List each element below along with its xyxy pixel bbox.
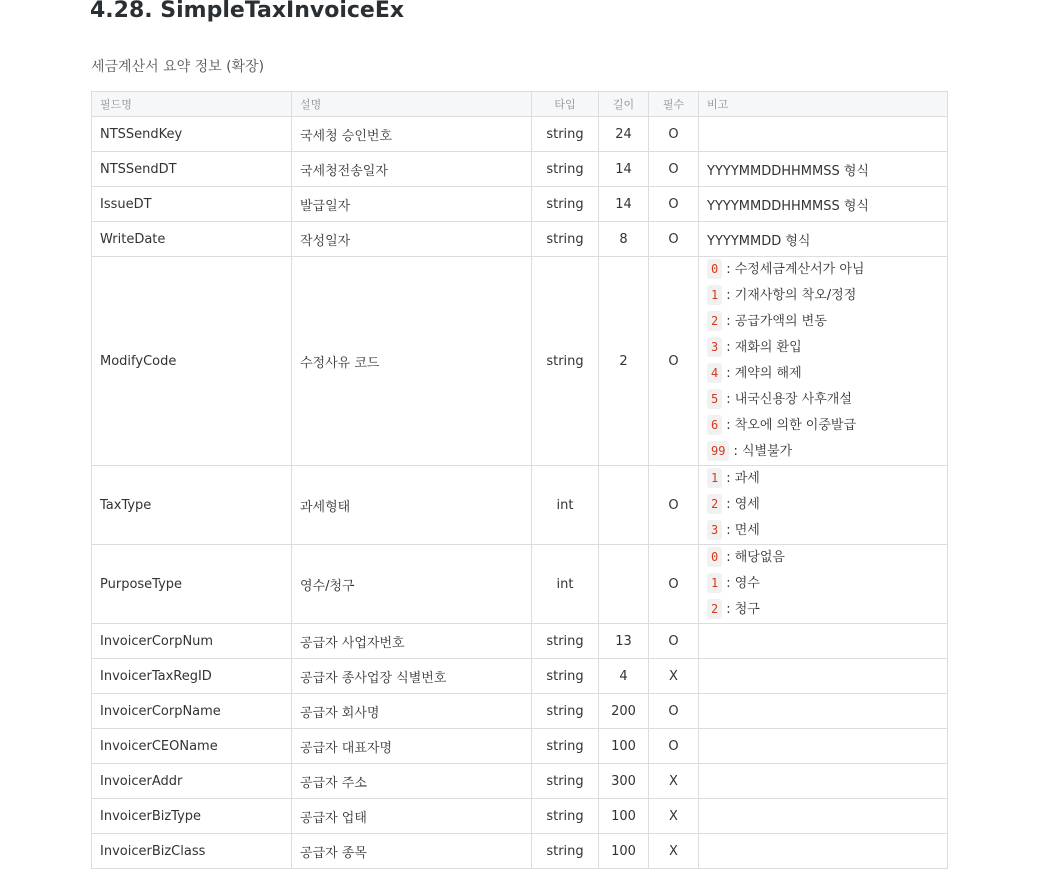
field-note-cell: [699, 466, 948, 545]
field-desc-cell: 공급자 종사업장 식별번호: [292, 659, 532, 694]
code-label: : 해당없음: [726, 550, 785, 565]
table-row: [92, 764, 948, 799]
field-required-cell: O: [649, 729, 699, 764]
field-name-cell: TaxType: [92, 466, 292, 545]
field-name-cell: InvoicerTaxRegID: [92, 659, 292, 694]
field-note-cell: [699, 694, 948, 729]
field-required-cell: O: [649, 187, 699, 222]
field-length-cell: 100: [599, 799, 649, 834]
table-row: [92, 799, 948, 834]
code-item: [707, 361, 939, 387]
field-type-cell: string: [532, 834, 599, 869]
field-type-cell: int: [532, 466, 599, 545]
field-length-cell: 200: [599, 694, 649, 729]
field-note-cell: [699, 764, 948, 799]
field-note-cell: [699, 624, 948, 659]
code-item: [707, 571, 939, 597]
code-item: [707, 309, 939, 335]
field-desc-cell: 공급자 종목: [292, 834, 532, 869]
field-note-cell: YYYYMMDDHHMMSS 형식: [699, 187, 948, 222]
field-length-cell: 4: [599, 659, 649, 694]
field-required-cell: O: [649, 152, 699, 187]
header-desc: 설명: [292, 92, 532, 117]
field-length-cell: 2: [599, 257, 649, 466]
field-desc-cell: 국세청전송일자: [292, 152, 532, 187]
field-name-cell: InvoicerAddr: [92, 764, 292, 799]
field-length-cell: 100: [599, 834, 649, 869]
field-name-cell: IssueDT: [92, 187, 292, 222]
code-item: [707, 597, 939, 623]
field-length-cell: 300: [599, 764, 649, 799]
field-desc-cell: 국세청 승인번호: [292, 117, 532, 152]
code-item: [707, 466, 939, 492]
table-caption: 세금계산서 요약 정보 (확장): [91, 59, 265, 75]
code-label: : 수정세금계산서가 아님: [726, 262, 865, 277]
table-row: [92, 222, 948, 257]
code-value: 1: [707, 285, 722, 305]
field-desc-cell: 작성일자: [292, 222, 532, 257]
field-type-cell: string: [532, 729, 599, 764]
header-type: 타입: [532, 92, 599, 117]
field-length-cell: 14: [599, 152, 649, 187]
code-label: : 청구: [726, 602, 760, 617]
table-row: [92, 257, 948, 466]
table-row: [92, 466, 948, 545]
page-title: 4.28. SimpleTaxInvoiceEx: [90, 0, 405, 23]
field-name-cell: InvoicerCEOName: [92, 729, 292, 764]
field-name-cell: InvoicerBizClass: [92, 834, 292, 869]
fields-table: [91, 91, 948, 869]
code-item: [707, 545, 939, 571]
field-type-cell: string: [532, 694, 599, 729]
table-row: [92, 729, 948, 764]
field-name-cell: NTSSendDT: [92, 152, 292, 187]
table-header-row: [92, 92, 948, 117]
field-desc-cell: 과세형태: [292, 466, 532, 545]
field-name-cell: InvoicerCorpName: [92, 694, 292, 729]
field-type-cell: string: [532, 659, 599, 694]
field-required-cell: O: [649, 117, 699, 152]
code-item: [707, 518, 939, 544]
code-label: : 영수: [726, 576, 760, 591]
field-required-cell: X: [649, 799, 699, 834]
field-length-cell: [599, 545, 649, 624]
field-note-cell: [699, 834, 948, 869]
code-label: : 계약의 해제: [726, 366, 802, 381]
table-row: [92, 834, 948, 869]
field-type-cell: string: [532, 799, 599, 834]
field-type-cell: string: [532, 117, 599, 152]
field-note-cell: [699, 257, 948, 466]
field-name-cell: NTSSendKey: [92, 117, 292, 152]
code-label: : 과세: [726, 471, 760, 486]
field-note-cell: [699, 799, 948, 834]
field-required-cell: O: [649, 257, 699, 466]
field-length-cell: 14: [599, 187, 649, 222]
field-type-cell: string: [532, 187, 599, 222]
field-desc-cell: 영수/청구: [292, 545, 532, 624]
code-item: [707, 387, 939, 413]
table-row: [92, 545, 948, 624]
field-length-cell: [599, 466, 649, 545]
code-item: [707, 492, 939, 518]
field-required-cell: X: [649, 764, 699, 799]
code-value: 99: [707, 441, 729, 461]
header-required: 필수: [649, 92, 699, 117]
header-note: 비고: [699, 92, 948, 117]
field-note-cell: YYYYMMDD 형식: [699, 222, 948, 257]
code-item: [707, 257, 939, 283]
code-item: [707, 439, 939, 465]
field-name-cell: WriteDate: [92, 222, 292, 257]
field-type-cell: string: [532, 222, 599, 257]
field-type-cell: int: [532, 545, 599, 624]
field-note-cell: [699, 729, 948, 764]
field-name-cell: InvoicerBizType: [92, 799, 292, 834]
field-name-cell: InvoicerCorpNum: [92, 624, 292, 659]
code-value: 2: [707, 599, 722, 619]
field-required-cell: O: [649, 545, 699, 624]
field-note-cell: YYYYMMDDHHMMSS 형식: [699, 152, 948, 187]
code-value: 5: [707, 389, 722, 409]
code-value: 2: [707, 311, 722, 331]
field-desc-cell: 공급자 업태: [292, 799, 532, 834]
code-value: 1: [707, 468, 722, 488]
table-row: [92, 152, 948, 187]
code-value: 3: [707, 337, 722, 357]
field-note-cell: [699, 117, 948, 152]
field-desc-cell: 발급일자: [292, 187, 532, 222]
code-label: : 내국신용장 사후개설: [726, 392, 852, 407]
code-label: : 영세: [726, 497, 760, 512]
table-row: [92, 624, 948, 659]
field-type-cell: string: [532, 257, 599, 466]
header-name: 필드명: [92, 92, 292, 117]
field-length-cell: 24: [599, 117, 649, 152]
code-value: 0: [707, 259, 722, 279]
code-item: [707, 283, 939, 309]
field-required-cell: X: [649, 659, 699, 694]
code-value: 2: [707, 494, 722, 514]
code-value: 1: [707, 573, 722, 593]
field-desc-cell: 수정사유 코드: [292, 257, 532, 466]
table-row: [92, 659, 948, 694]
field-length-cell: 100: [599, 729, 649, 764]
field-name-cell: PurposeType: [92, 545, 292, 624]
header-length: 길이: [599, 92, 649, 117]
table-row: [92, 117, 948, 152]
field-desc-cell: 공급자 대표자명: [292, 729, 532, 764]
code-label: : 기재사항의 착오/정정: [726, 288, 857, 303]
code-value: 0: [707, 547, 722, 567]
field-type-cell: string: [532, 152, 599, 187]
code-label: : 식별불가: [733, 444, 793, 459]
code-value: 4: [707, 363, 722, 383]
code-item: [707, 335, 939, 361]
table-row: [92, 694, 948, 729]
field-length-cell: 13: [599, 624, 649, 659]
code-value: 6: [707, 415, 722, 435]
code-label: : 공급가액의 변동: [726, 314, 827, 329]
code-label: : 착오에 의한 이중발급: [726, 418, 857, 433]
field-desc-cell: 공급자 회사명: [292, 694, 532, 729]
field-note-cell: [699, 545, 948, 624]
field-type-cell: string: [532, 624, 599, 659]
code-value: 3: [707, 520, 722, 540]
field-required-cell: O: [649, 624, 699, 659]
field-length-cell: 8: [599, 222, 649, 257]
field-required-cell: O: [649, 694, 699, 729]
field-required-cell: O: [649, 466, 699, 545]
field-note-cell: [699, 659, 948, 694]
field-required-cell: O: [649, 222, 699, 257]
field-desc-cell: 공급자 사업자번호: [292, 624, 532, 659]
field-required-cell: X: [649, 834, 699, 869]
field-name-cell: ModifyCode: [92, 257, 292, 466]
code-item: [707, 413, 939, 439]
table-row: [92, 187, 948, 222]
field-desc-cell: 공급자 주소: [292, 764, 532, 799]
field-type-cell: string: [532, 764, 599, 799]
code-label: : 면세: [726, 523, 760, 538]
code-label: : 재화의 환입: [726, 340, 802, 355]
